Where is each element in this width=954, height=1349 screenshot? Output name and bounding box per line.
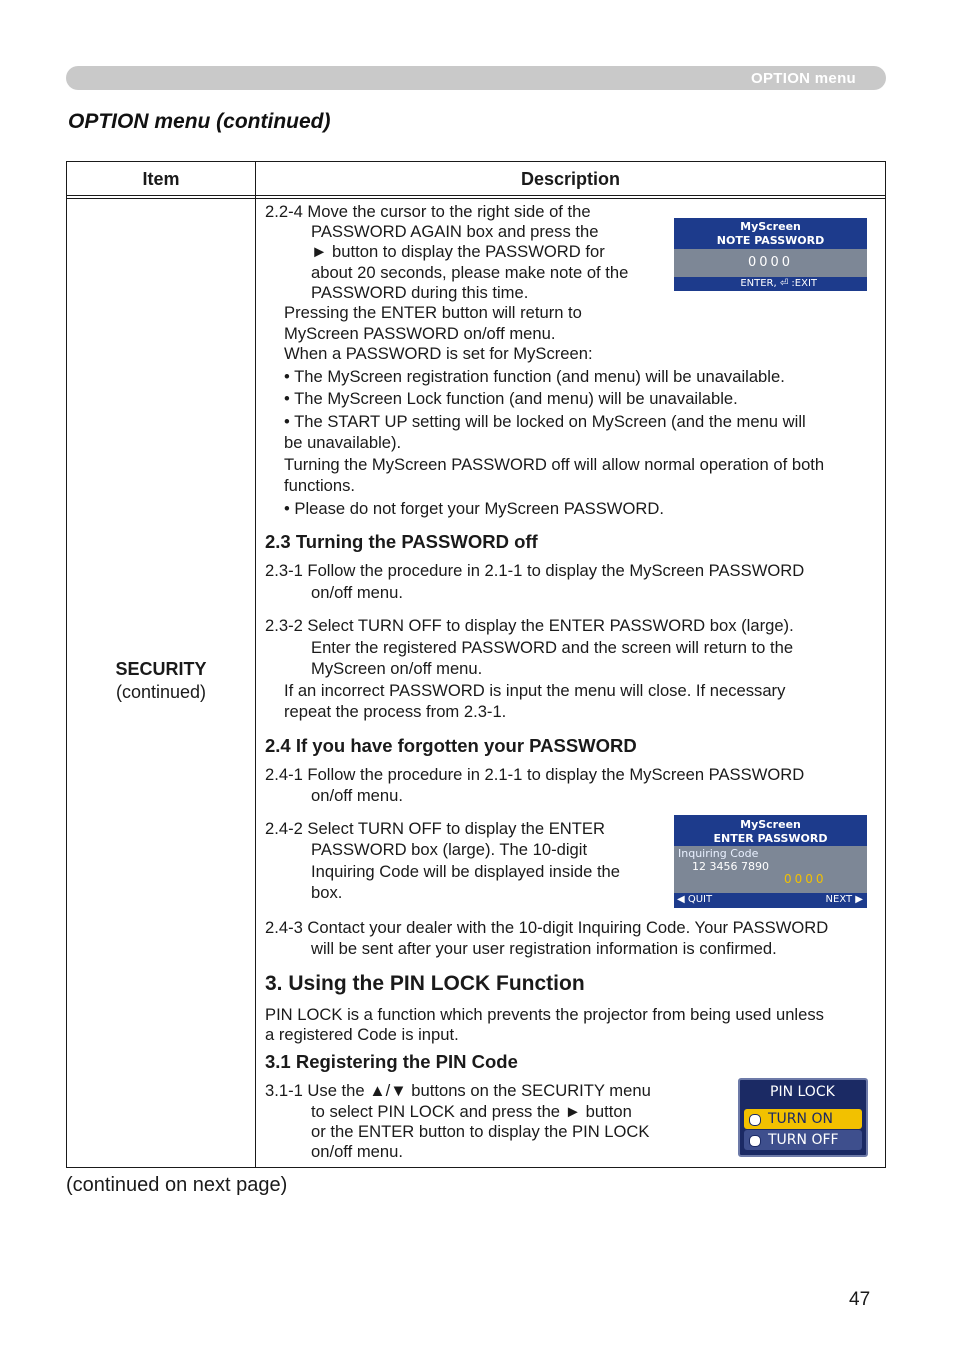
screen-code: 0000 xyxy=(747,255,794,270)
continued-note: (continued on next page) xyxy=(66,1174,288,1196)
pin-lock-turn-on xyxy=(744,1109,862,1129)
radio-selected-icon xyxy=(749,1114,761,1126)
text-line: 2.4-2 Select TURN OFF to display the ENTER xyxy=(265,819,605,838)
column-header-item: Item xyxy=(142,169,180,189)
item-name: SECURITY xyxy=(115,659,207,679)
screen-subtitle: NOTE PASSWORD xyxy=(716,234,825,247)
header-label: OPTION menu xyxy=(751,70,856,87)
bullet-line: • Please do not forget your MyScreen PASSWORD. xyxy=(284,499,664,518)
turn-on-label: TURN ON xyxy=(768,1111,833,1127)
pin-lock-turn-off xyxy=(744,1130,862,1150)
screen-footer: ENTER, ⏎ :EXIT xyxy=(674,277,867,291)
text-line: will be sent after your user registration information is confirmed. xyxy=(311,939,777,958)
text-line: 2.2-4 Move the cursor to the right side of the xyxy=(265,202,591,221)
text-line: If an incorrect PASSWORD is input the menu will close. If necessary xyxy=(284,681,786,700)
text-line: MyScreen on/off menu. xyxy=(311,659,483,678)
turn-off-label: TURN OFF xyxy=(768,1132,839,1148)
text-line: be unavailable). xyxy=(284,433,402,452)
pin-lock-menu xyxy=(738,1078,868,1157)
screen-title: MyScreen xyxy=(740,818,801,831)
text-line: PIN LOCK is a function which prevents the projector from being used unless xyxy=(265,1005,824,1024)
text-line: or the ENTER button to display the PIN LOCK xyxy=(311,1122,650,1141)
section-heading-3: 3. Using the PIN LOCK Function xyxy=(265,972,585,995)
text-line: repeat the process from 2.3-1. xyxy=(284,702,507,721)
text-line: 2.4-1 Follow the procedure in 2.1-1 to display the MyScreen PASSWORD xyxy=(265,765,805,784)
screen-title: MyScreen xyxy=(740,220,801,233)
text-line: PASSWORD box (large). The 10-digit xyxy=(311,840,588,859)
text-line: about 20 seconds, please make note of the xyxy=(311,263,629,282)
text-line: functions. xyxy=(284,476,356,495)
text-line: box. xyxy=(311,883,343,902)
bullet-line: • The MyScreen registration function (and menu) will be unavailable. xyxy=(284,367,785,386)
enter-password-screen xyxy=(674,815,867,908)
text-line: a registered Code is input. xyxy=(265,1025,459,1044)
section-heading-3-1: 3.1 Registering the PIN Code xyxy=(265,1051,518,1072)
text-line: 2.3-1 Follow the procedure in 2.1-1 to display the MyScreen PASSWORD xyxy=(265,561,805,580)
section-heading-2-3: 2.3 Turning the PASSWORD off xyxy=(265,531,538,552)
text-line: on/off menu. xyxy=(311,1142,403,1161)
pin-lock-title: PIN LOCK xyxy=(770,1084,835,1100)
bullet-line: • The START UP setting will be locked on MyScreen (and the menu will xyxy=(284,412,806,431)
text-line: to select PIN LOCK and press the ► button xyxy=(311,1102,632,1121)
section-heading-2-4: 2.4 If you have forgotten your PASSWORD xyxy=(265,735,637,756)
inquiring-code-value: 12 3456 7890 xyxy=(692,860,769,873)
text-line: 3.1-1 Use the ▲/▼ buttons on the SECURITY menu xyxy=(265,1081,651,1100)
text-line: Turning the MyScreen PASSWORD off will allow normal operation of both xyxy=(284,455,825,474)
bullet-line: • The MyScreen Lock function (and menu) will be unavailable. xyxy=(284,389,738,408)
screen-subtitle: ENTER PASSWORD xyxy=(713,832,828,845)
inquiring-code-label: Inquiring Code xyxy=(678,847,759,860)
page-number: 47 xyxy=(849,1289,871,1310)
text-line: PASSWORD AGAIN box and press the xyxy=(311,222,599,241)
next-label: NEXT ▶ xyxy=(825,894,863,905)
radio-icon xyxy=(749,1135,761,1147)
item-subtitle: (continued) xyxy=(115,682,207,702)
text-line: 2.3-2 Select TURN OFF to display the ENTER PASSWORD box (large). xyxy=(265,616,794,635)
note-password-screen xyxy=(674,218,867,291)
text-line: ► button to display the PASSWORD for xyxy=(311,242,605,261)
text-line: When a PASSWORD is set for MyScreen: xyxy=(284,344,593,363)
text-line: on/off menu. xyxy=(311,583,403,602)
screen-footer xyxy=(674,893,867,908)
text-line: 2.4-3 Contact your dealer with the 10-digit Inquiring Code. Your PASSWORD xyxy=(265,918,829,937)
text-line: Inquiring Code will be displayed inside the xyxy=(311,862,621,881)
text-line: MyScreen PASSWORD on/off menu. xyxy=(284,324,556,343)
quit-label: ◀ QUIT xyxy=(677,894,713,905)
column-header-description: Description xyxy=(520,169,621,189)
text-line: Pressing the ENTER button will return to xyxy=(284,303,582,322)
text-line: on/off menu. xyxy=(311,786,403,805)
text-line: Enter the registered PASSWORD and the screen will return to the xyxy=(311,638,794,657)
screen-code: 0000 xyxy=(784,872,827,886)
text-line: PASSWORD during this time. xyxy=(311,283,529,302)
page-title: OPTION menu (continued) xyxy=(68,110,331,133)
